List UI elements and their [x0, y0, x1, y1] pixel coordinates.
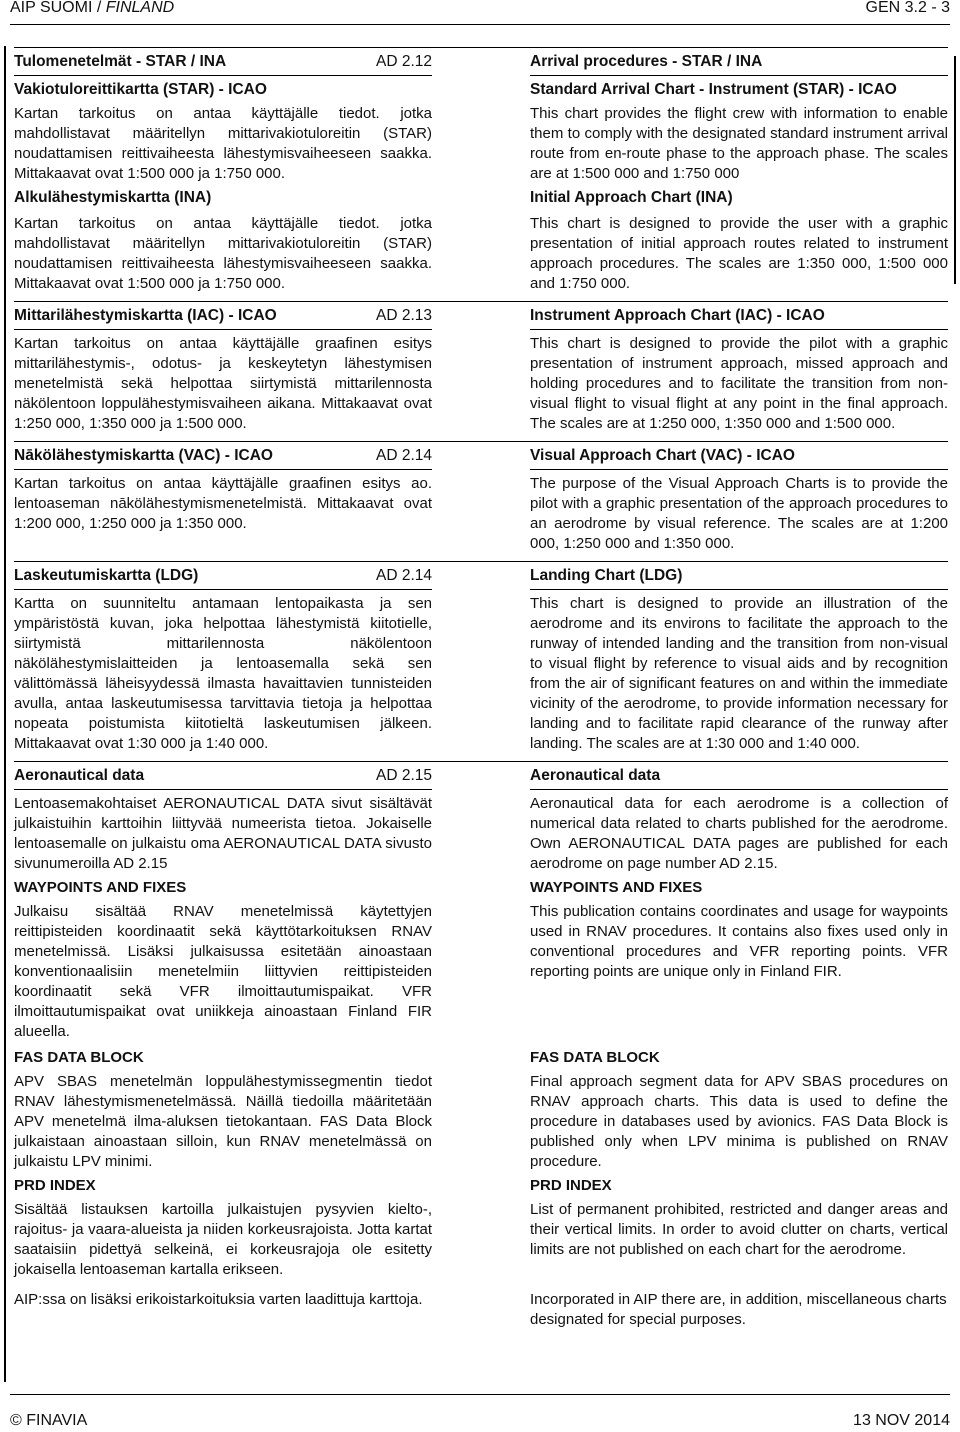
paragraph-fi: Lentoasemakohtaiset AERONAUTICAL DATA sivut sisältävät julkaistuihin karttoihin liittyvää numeerista tietoa. Jokaiselle lentoasemalle on julkaistu oma AERONAUTICAL DATA sivusto sivunumeroilla AD 2.15	[14, 795, 432, 872]
section-vac	[14, 446, 948, 554]
content	[14, 47, 948, 1330]
closing-note	[14, 1290, 948, 1330]
section-title-fi: Nākölähestymiskartta (VAC) - ICAO	[14, 447, 273, 464]
header-rule	[10, 24, 950, 25]
paragraph-fi: Kartan tarkoitus on antaa käyttäjälle tiedot. jotka mahdollistavat määritellyn mittarivakiotuloreitin (STAR) noudattamisen reittivaiheesta lähestymisvaiheeseen saakka. Mittakaavat ovat 1:500 000 ja 1:750 000.	[14, 215, 432, 292]
paragraph-en: Aeronautical data for each aerodrome is a collection of numerical data related to charts published for the aerodrome. Own AERONAUTICAL DATA pages are published for each aerodrome on page number AD 2.15.	[530, 795, 948, 872]
section-ref: AD 2.15	[375, 767, 432, 784]
paragraph-en: The purpose of the Visual Approach Charts is to provide the pilot with a graphic presentation of the approach procedures to an aerodrome by visual reference. The scales are at 1:200 000, 1:250 000 and 1:350 000.	[530, 475, 948, 552]
section-title-en: Landing Chart (LDG)	[530, 567, 683, 584]
section-title-fi: Aeronautical data	[14, 767, 145, 784]
section-rule	[14, 789, 432, 790]
subsection-title-en: Initial Approach Chart (INA)	[530, 189, 733, 206]
footer-date: 13 NOV 2014	[853, 1412, 950, 1429]
subsection-title-en: PRD INDEX	[530, 1177, 612, 1194]
subsection-title-fi: WAYPOINTS AND FIXES	[14, 879, 187, 896]
section-title-fi: Laskeutumiskartta (LDG)	[14, 567, 199, 584]
page-header	[10, 0, 950, 24]
subsection-title-fi: Alkulähestymiskartta (INA)	[14, 189, 212, 206]
section-ref: AD 2.12	[375, 53, 432, 70]
section-rule	[14, 301, 948, 302]
section-title-en: Visual Approach Chart (VAC) - ICAO	[530, 447, 795, 464]
paragraph-fi: Sisältää listauksen kartoilla julkaistujen pysyvien kielto-, rajoitus- ja vaara-alueista ja niiden korkeusrajoista. Jotta kartat saataisiin pidettyä selkeinä, ei korkeusrajoja ole esitetty jokaisella lentoaseman kartalla erikseen.	[14, 1201, 432, 1278]
paragraph-en: This chart is designed to provide the pilot with a graphic presentation of instrument approach, missed approach and holding procedures and to facilitate the transition from non-visual flight to visual flight at any point in the final approach. The scales are at 1:250 000, 1:350 000 and 1:500 000.	[530, 335, 948, 432]
section-rule	[14, 47, 948, 48]
paragraph-en: List of permanent prohibited, restricted and danger areas and their vertical limits. In order to avoid clutter on charts, vertical limits are not published on each chart for the aerodrome.	[530, 1201, 948, 1258]
section-title-fi: Mittarilähestymiskartta (IAC) - ICAO	[14, 307, 277, 324]
subsection-title-en: FAS DATA BLOCK	[530, 1049, 660, 1066]
section-rule	[530, 589, 948, 590]
section-rule	[530, 789, 948, 790]
subsection-title-en: WAYPOINTS AND FIXES	[530, 879, 703, 896]
section-aeronautical-data	[14, 766, 948, 874]
footer-rule	[10, 1394, 950, 1395]
section-rule	[14, 75, 432, 76]
section-ref: AD 2.14	[375, 567, 432, 584]
section-rule	[14, 469, 432, 470]
section-ref: AD 2.13	[375, 307, 432, 324]
section-rule	[14, 589, 432, 590]
subsection-prd-index	[14, 1176, 948, 1280]
section-star	[14, 52, 948, 184]
subsection-fas-data-block	[14, 1048, 948, 1172]
section-ina	[14, 188, 948, 294]
paragraph-fi: APV SBAS menetelmän loppulähestymissegmentin tiedot RNAV lähestymismenetelmässä. Näillä tiedoilla määritetään APV menetelmä ilma-aluksen tietokantaan. FAS Data Block julkaistaan ainoastaan silloin, kun RNAV menetelmässä on julkaistu LPV minimi.	[14, 1073, 432, 1170]
section-title-en: Aeronautical data	[530, 767, 661, 784]
paragraph-en: This chart provides the flight crew with information to enable them to comply with the designated standard instrument arrival route from en-route phase to the approach phase. The scales are at 1:500 000 and 1:750 000	[530, 105, 948, 182]
section-rule	[14, 761, 948, 762]
subsection-waypoints	[14, 878, 948, 1042]
paragraph-fi: Kartta on suunniteltu antamaan lentopaikasta ja sen ympäristöstä kuvan, joka helpottaa lähestymistä kiitotielle, siirtymistä mittarilennosta näkölentoon näkölähestymislaitteiden ja lentoasemalla sekä sen välittömässä läheisyydessä ilmasta havaittavien tunnisteiden avulla, antaa laskeutumisessa tarvittavia tietoja ja helpottaa nopeata poistumista kiitotieltä laskeutumisen jälkeen. Mittakaavat ovat 1:30 000 ja 1:40 000.	[14, 595, 432, 752]
subsection-title-fi: Vakiotuloreittikartta (STAR) - ICAO	[14, 81, 267, 98]
section-rule	[14, 441, 948, 442]
section-rule	[14, 561, 948, 562]
section-title-en: Arrival procedures - STAR / INA	[530, 53, 763, 70]
section-title-en: Instrument Approach Chart (IAC) - ICAO	[530, 307, 825, 324]
paragraph-en: This publication contains coordinates and usage for waypoints used in RNAV procedures. It contains also fixes used only in conventional procedures and VFR reporting points. VFR reporting points are unique only in Finland FIR.	[530, 903, 948, 980]
left-margin-rule	[4, 46, 6, 1382]
paragraph-fi: Kartan tarkoitus on antaa käyttäjälle graafinen esitys ao. lentoaseman nākölähestymismenetelmistä. Mittakaavat ovat 1:200 000, 1:250 000 ja 1:350 000.	[14, 475, 432, 532]
header-page-number: GEN 3.2 - 3	[865, 0, 950, 16]
section-ref: AD 2.14	[375, 447, 432, 464]
subsection-title-en: Standard Arrival Chart - Instrument (STAR) - ICAO	[530, 81, 897, 98]
paragraph-en: This chart is designed to provide the user with a graphic presentation of initial approach routes related to instrument approach procedures. The scales are 1:350 000, 1:500 000 and 1:750 000.	[530, 215, 948, 292]
subsection-title-fi: PRD INDEX	[14, 1177, 96, 1194]
footer-copyright: © FINAVIA	[10, 1412, 88, 1429]
paragraph-en: Final approach segment data for APV SBAS procedures on RNAV approach charts. This data is used to define the procedure in databases used by avionics. FAS Data Block is published only when LPV minima is published on RNAV procedure.	[530, 1073, 948, 1170]
header-left: AIP SUOMI / FINLAND	[10, 0, 175, 16]
section-rule	[530, 469, 948, 470]
paragraph-fi: AIP:ssa on lisäksi erikoistarkoituksia varten laadittuja karttoja.	[14, 1291, 423, 1308]
section-title-fi: Tulomenetelmät - STAR / INA	[14, 53, 227, 70]
right-change-bar	[954, 56, 956, 284]
section-iac	[14, 306, 948, 434]
section-rule	[14, 329, 432, 330]
section-ldg	[14, 566, 948, 754]
paragraph-fi: Kartan tarkoitus on antaa käyttäjälle tiedot. jotka mahdollistavat määritellyn mittarivakiotuloreitin (STAR) noudattamisen reittivaiheesta lähestymisvaiheeseen saakka. Mittakaavat ovat 1:500 000 ja 1:750 000.	[14, 105, 432, 182]
paragraph-en: This chart is designed to provide an illustration of the aerodrome and its environs to facilitate the approach to the runway of intended landing and the transition from non-visual to visual flight by reference to visual aids and by recognition from the air of significant features on and within the immediate vicinity of the aerodrome, to provide information necessary for landing and to facilitate rapid clearance of the runway after landing. The scales are at 1:30 000 and 1:40 000.	[530, 595, 948, 752]
paragraph-fi: Julkaisu sisältää RNAV menetelmissä käytettyjen reittipisteiden koordinaatit sekä käyttötarkoituksen RNAV menetelmissä. Lisäksi julkaisussa esitetään ainoastaan konventionaalisiin menetelmiin liittyvien reittipisteiden koordinaatit sekä VFR ilmoittautumispaikat. VFR ilmoittautumispaikat ovat uniikkeja ainoastaan Finland FIR alueella.	[14, 903, 432, 1040]
section-rule	[530, 329, 948, 330]
paragraph-fi: Kartan tarkoitus on antaa käyttäjälle graafinen esitys mittarilähestymis-, odotus- ja keskeytetyn lähestymisen menetelmistä sekä helpottaa siirtymistä mittarilennosta näkölentoon loppulähestymisvaiheen aikana. Mittakaavat ovat 1:250 000, 1:350 000 ja 1:500 000.	[14, 335, 432, 432]
section-rule	[530, 75, 948, 76]
subsection-title-fi: FAS DATA BLOCK	[14, 1049, 144, 1066]
paragraph-en: Incorporated in AIP there are, in addition, miscellaneous charts designated for special purposes.	[530, 1291, 947, 1328]
